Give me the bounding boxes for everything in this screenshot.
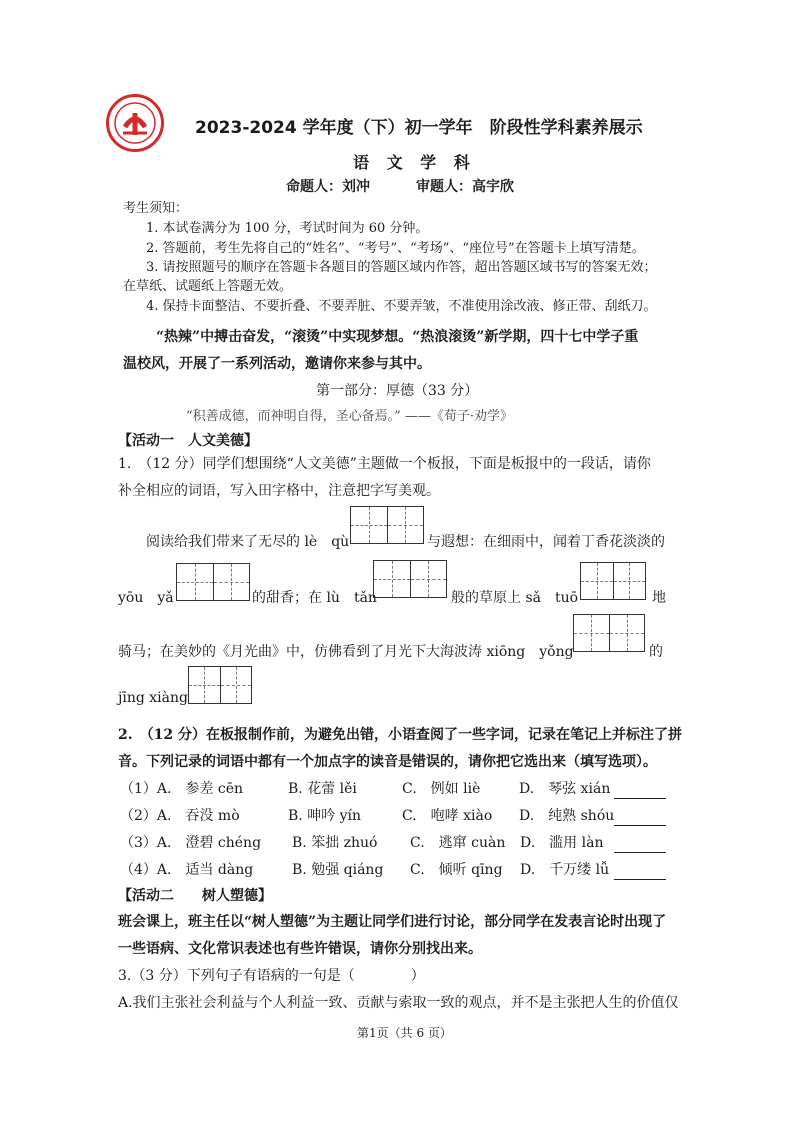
answer-blank[interactable]: [614, 780, 666, 799]
q1-stem: 补全相应的词语，写入田字格中，注意把字写美观。: [118, 483, 440, 499]
q3-stem: 3.（3 分）下列句子有语病的一句是（ ）: [118, 968, 425, 984]
notice-item: 在草纸、试题纸上答题无效。: [123, 279, 293, 294]
activity2-text: 一些语病、文化常识表述也有些许错误，请你分别找出来。: [118, 941, 482, 957]
answer-grid-satuo[interactable]: [580, 562, 646, 600]
passage-text: 骑马；在美妙的《月光曲》中，仿佛看到了月光下大海波涛 xiōng yǒng: [118, 644, 574, 660]
passage-text: 的甜香；在 lù tǎn: [252, 590, 377, 606]
authors-line: [286, 176, 514, 196]
q2-option: （1）A. 参差 cēn: [120, 781, 244, 797]
q1-stem: 1. （12 分）同学们想围绕“人文美德”主题做一个板报，下面是板报中的一段话，请你: [118, 456, 651, 472]
answer-grid-lutan[interactable]: [373, 560, 447, 598]
notice-item: 4. 保持卡面整洁、不要折叠、不要弄脏、不要弄皱，不准使用涂改液、修正带、刮纸刀。: [146, 299, 657, 314]
q2-option: （4）A. 适当 dàng: [120, 862, 254, 878]
reviewer-label: 审题人：高宇欣: [416, 179, 514, 195]
answer-blank[interactable]: [614, 807, 666, 826]
q2-option: （2）A. 吞没 mò: [120, 808, 240, 824]
q2-option: B. 笨拙 zhuó: [292, 835, 378, 851]
q2-option: C. 逃窜 cuàn: [410, 835, 506, 851]
answer-grid-jingxiang[interactable]: [188, 666, 252, 704]
part1-heading: 第一部分：厚德（33 分）: [316, 383, 479, 399]
answer-blank[interactable]: [614, 834, 666, 853]
setter-label: 命题人：刘冲: [286, 179, 370, 195]
school-logo: [106, 94, 164, 152]
passage-text: 般的草原上 sǎ tuō: [451, 590, 579, 606]
intro-line: 温校风，开展了一系列活动，邀请你来参与其中。: [123, 356, 431, 372]
passage-text: yōu yǎ: [118, 590, 174, 606]
subject-title: 语 文 学 科: [353, 153, 476, 172]
notice-item: 3. 请按照题号的顺序在答题卡各题目的答题区域内作答，超出答题区域书写的答案无效；: [146, 260, 657, 275]
passage-text: jīng xiàng: [118, 690, 188, 706]
part1-quote: “积善成德，而神明自得，圣心备焉。” ——《荀子·劝学》: [186, 409, 514, 424]
notice-item: 1. 本试卷满分为 100 分，考试时间为 60 分钟。: [146, 221, 429, 236]
activity1-heading: 【活动一 人文美德】: [118, 433, 258, 449]
page-footer: 第1页（共 6 页）: [357, 1026, 452, 1040]
q2-option: C. 咆哮 xiào: [402, 808, 493, 824]
school-emblem-icon: [109, 97, 161, 149]
q2-option: B. 呻吟 yín: [288, 808, 362, 824]
q2-stem: 音。下列记录的词语中都有一个加点字的读音是错误的，请你把它选出来（填写选项）。: [118, 754, 657, 770]
passage-text: 地: [652, 590, 666, 606]
answer-grid-lequ[interactable]: [350, 506, 424, 544]
q3-option-a: A.我们主张社会利益与个人利益一致、贡献与索取一致的观点，并不是主张把人生的价值仅: [118, 995, 679, 1011]
q2-option: C. 倾听 qīng: [410, 862, 503, 878]
q2-option: D. 滥用 làn: [520, 835, 604, 851]
q2-option: D. 琴弦 xián: [519, 781, 611, 797]
intro-line: “热辣”中搏击奋发，“滚烫”中实现梦想。“热浪滚烫”新学期，四十七中学子重: [156, 329, 639, 345]
answer-blank[interactable]: [614, 861, 666, 880]
exam-title: 2023-2024 学年度（下）初一学年 阶段性学科素养展示: [195, 118, 643, 138]
q2-stem: 2. （12 分）在板报制作前，为避免出错，小语查阅了一些字词，记录在笔记上并标注了拼: [118, 727, 682, 743]
q2-option: （3）A. 澄碧 chéng: [120, 835, 262, 851]
notice-heading: 考生须知：: [123, 201, 189, 216]
activity2-text: 班会课上，班主任以“树人塑德”为主题让同学们进行讨论，部分同学在发表言论时出现了: [118, 914, 667, 930]
q2-option: B. 花蕾 lěi: [288, 781, 357, 797]
passage-text: 阅读给我们带来了无尽的 lè qù: [146, 534, 350, 550]
q2-option: D. 纯熟 shóu: [519, 808, 615, 824]
answer-grid-youya[interactable]: [176, 563, 250, 601]
q2-option: B. 勉强 qiáng: [292, 862, 384, 878]
q2-option: C. 例如 liè: [402, 781, 481, 797]
passage-text: 的: [649, 644, 663, 660]
answer-grid-xiongyong[interactable]: [573, 614, 645, 652]
q2-option: D. 千万缕 lǚ: [520, 862, 610, 878]
notice-item: 2. 答题前，考生先将自己的“姓名”、“考号”、“考场”、“座位号”在答题卡上填写清楚。: [146, 241, 645, 256]
activity2-heading: 【活动二 树人塑德】: [118, 888, 272, 904]
passage-text: 与遐想：在细雨中，闻着丁香花淡淡的: [427, 534, 665, 550]
